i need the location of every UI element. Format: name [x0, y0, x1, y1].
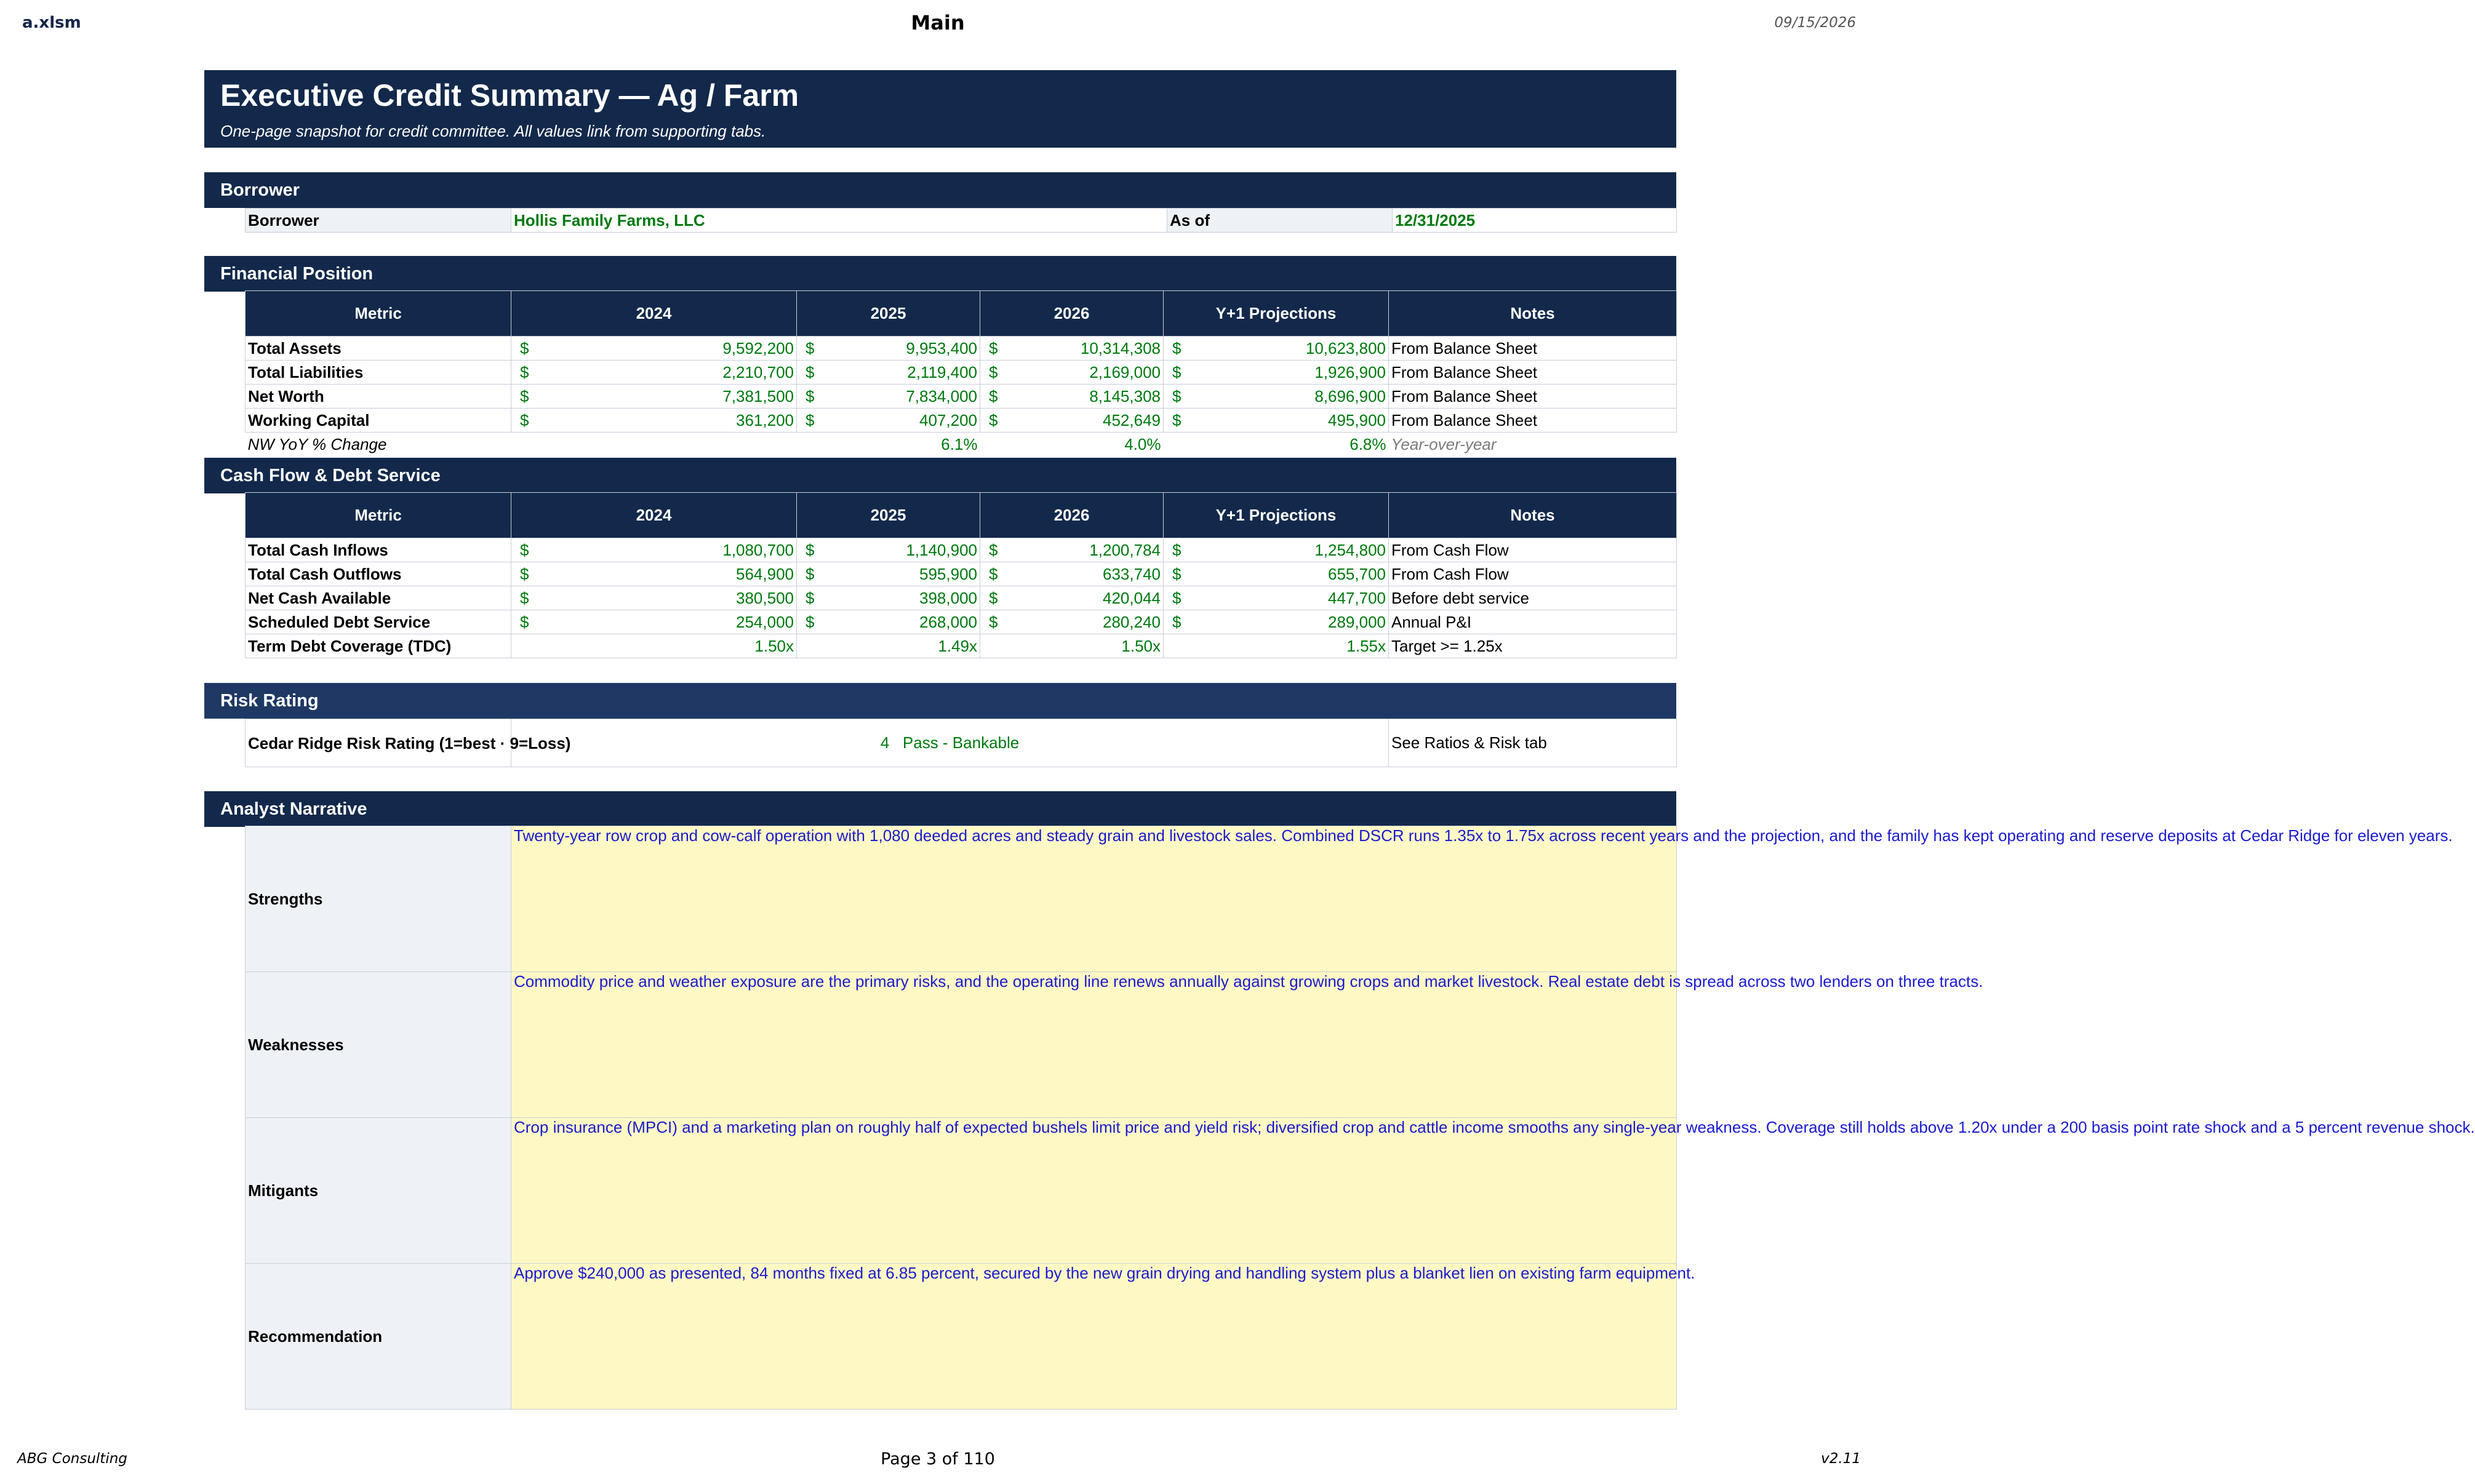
section-borrower: Borrower: [204, 172, 1676, 208]
ratio-cell[interactable]: 1.55x: [1164, 634, 1389, 658]
note-cell: From Cash Flow: [1389, 538, 1677, 562]
value-cell[interactable]: $ 254,000: [511, 610, 797, 634]
col-header: Notes: [1389, 493, 1677, 538]
metric-label: Total Assets: [246, 337, 511, 361]
value-cell[interactable]: $ 7,381,500: [511, 385, 797, 409]
borrower-label: Borrower: [246, 209, 511, 233]
metric-label: Net Cash Available: [246, 586, 511, 610]
value-cell[interactable]: $ 268,000: [797, 610, 980, 634]
value-cell[interactable]: $ 452,649: [980, 409, 1164, 433]
col-header: 2025: [797, 291, 980, 337]
value-cell[interactable]: $ 10,314,308: [980, 337, 1164, 361]
risk-table: [245, 719, 1677, 767]
value-cell[interactable]: $ 420,044: [980, 586, 1164, 610]
section-cash-flow: Cash Flow & Debt Service: [204, 458, 1676, 493]
note-cell: Before debt service: [1389, 586, 1677, 610]
financial-header-row: [246, 291, 1677, 337]
table-row: [246, 562, 1677, 586]
col-header: 2024: [511, 291, 797, 337]
as-of-date[interactable]: 12/31/2025: [1393, 209, 1677, 233]
narrative-text[interactable]: Twenty-year row crop and cow-calf operation with 1,080 deeded acres and steady grain and livestock sales. Combined DSCR runs 1.35x to 1.75x across recent years and the projection, and the family has kept operating and reserve deposits at Cedar Ridge for eleven years.: [511, 826, 1677, 972]
narrative-row: [246, 1118, 1677, 1264]
value-cell[interactable]: $ 655,700: [1164, 562, 1389, 586]
borrower-name[interactable]: Hollis Family Farms, LLC: [511, 209, 1167, 233]
note-cell: From Balance Sheet: [1389, 385, 1677, 409]
version-label: v2.11: [1821, 1451, 1861, 1467]
table-row: [246, 385, 1677, 409]
pct-cell[interactable]: 4.0%: [1124, 434, 1161, 453]
section-financial-position: Financial Position: [204, 256, 1676, 292]
ratio-cell[interactable]: 1.50x: [511, 634, 797, 658]
narrative-row: [246, 1264, 1677, 1410]
metric-label: Total Cash Inflows: [246, 538, 511, 562]
metric-label: Total Liabilities: [246, 361, 511, 385]
value-cell[interactable]: $ 7,834,000: [797, 385, 980, 409]
value-cell[interactable]: $ 1,926,900: [1164, 361, 1389, 385]
table-row: [246, 361, 1677, 385]
narrative-label: Strengths: [246, 826, 511, 972]
value-cell[interactable]: $ 1,080,700: [511, 538, 797, 562]
value-cell[interactable]: $ 280,240: [980, 610, 1164, 634]
narrative-label: Weaknesses: [246, 972, 511, 1118]
table-row: [246, 610, 1677, 634]
value-cell[interactable]: $ 564,900: [511, 562, 797, 586]
table-row: [246, 538, 1677, 562]
narrative-label: Recommendation: [246, 1264, 511, 1410]
section-analyst-narrative: Analyst Narrative: [204, 791, 1676, 827]
narrative-label: Mitigants: [246, 1118, 511, 1264]
value-cell[interactable]: $ 398,000: [797, 586, 980, 610]
pct-cell[interactable]: [511, 433, 797, 457]
note-cell: Target >= 1.25x: [1389, 634, 1677, 658]
sheet-title: Main: [911, 11, 965, 34]
cashflow-header-row: [246, 493, 1677, 538]
metric-label: Term Debt Coverage (TDC): [246, 634, 511, 658]
note-cell: From Balance Sheet: [1389, 361, 1677, 385]
ratio-cell[interactable]: 1.50x: [980, 634, 1164, 658]
as-of-label: As of: [1167, 209, 1393, 233]
metric-label: Scheduled Debt Service: [246, 610, 511, 634]
yoy-row: [246, 433, 1677, 457]
section-risk-rating: Risk Rating: [204, 683, 1676, 719]
note-cell: Year-over-year: [1391, 434, 1497, 453]
value-cell[interactable]: $ 495,900: [1164, 409, 1389, 433]
narrative-table: [245, 826, 2475, 1410]
col-header: 2025: [797, 493, 980, 538]
col-header: 2026: [980, 291, 1164, 337]
banner-title: Executive Credit Summary — Ag / Farm: [220, 78, 799, 113]
risk-label: Cedar Ridge Risk Rating (1=best · 9=Loss): [246, 719, 511, 767]
value-cell[interactable]: $ 407,200: [797, 409, 980, 433]
col-header: Notes: [1389, 291, 1677, 337]
note-cell: From Balance Sheet: [1389, 337, 1677, 361]
col-header: Metric: [246, 493, 511, 538]
narrative-text[interactable]: Crop insurance (MPCI) and a marketing plan on roughly half of expected bushels limit price and yield risk; diversified crop and cattle income smooths any single-year weakness. Coverage still holds above 1.20x under a 200 basis point rate shock and a 5 percent revenue shock.: [511, 1118, 1677, 1264]
value-cell[interactable]: $ 447,700: [1164, 586, 1389, 610]
table-row: [246, 409, 1677, 433]
col-header: 2024: [511, 493, 797, 538]
value-cell[interactable]: $ 9,953,400: [797, 337, 980, 361]
metric-label: Working Capital: [246, 409, 511, 433]
narrative-text[interactable]: Commodity price and weather exposure are the primary risks, and the operating line renews annually against growing crops and market livestock. Real estate debt is spread across two lenders on three tracts.: [511, 972, 1677, 1118]
value-cell[interactable]: $ 8,145,308: [980, 385, 1164, 409]
metric-label: Net Worth: [246, 385, 511, 409]
value-cell[interactable]: $ 9,592,200: [511, 337, 797, 361]
cashflow-table: [245, 492, 1677, 658]
value-cell[interactable]: $ 595,900: [797, 562, 980, 586]
note-cell: From Balance Sheet: [1389, 409, 1677, 433]
value-cell[interactable]: $ 1,254,800: [1164, 538, 1389, 562]
risk-value[interactable]: 4 Pass - Bankable: [511, 719, 1389, 767]
pct-cell[interactable]: 6.8%: [1349, 434, 1386, 453]
note-cell: From Cash Flow: [1389, 562, 1677, 586]
pct-cell[interactable]: 6.1%: [941, 434, 978, 453]
file-name: a.xlsm: [22, 14, 81, 32]
value-cell[interactable]: $ 1,140,900: [797, 538, 980, 562]
narrative-text[interactable]: Approve $240,000 as presented, 84 months fixed at 6.85 percent, secured by the new grain drying and handling system plus a blanket lien on existing farm equipment.: [511, 1264, 1677, 1410]
narrative-row: [246, 972, 1677, 1118]
value-cell[interactable]: $ 361,200: [511, 409, 797, 433]
col-header: Y+1 Projections: [1164, 291, 1389, 337]
col-header: Metric: [246, 291, 511, 337]
col-header: 2026: [980, 493, 1164, 538]
print-date: 09/15/2026: [1774, 15, 1856, 31]
value-cell[interactable]: $ 380,500: [511, 586, 797, 610]
page-number: Page 3 of 110: [881, 1450, 995, 1469]
metric-label: Total Cash Outflows: [246, 562, 511, 586]
risk-row: [246, 719, 1677, 767]
table-row: [246, 337, 1677, 361]
footer-company: ABG Consulting: [17, 1451, 127, 1467]
metric-label: NW YoY % Change: [247, 434, 387, 453]
table-row: [246, 586, 1677, 610]
value-cell[interactable]: $ 633,740: [980, 562, 1164, 586]
borrower-table: [245, 208, 1677, 233]
value-cell[interactable]: $ 2,119,400: [797, 361, 980, 385]
value-cell[interactable]: $ 2,169,000: [980, 361, 1164, 385]
value-cell[interactable]: $ 8,696,900: [1164, 385, 1389, 409]
tdc-row: [246, 634, 1677, 658]
borrower-row: [246, 209, 1677, 233]
summary-banner: [204, 70, 1676, 148]
banner-subtitle: One-page snapshot for credit committee. All values link from supporting tabs.: [220, 122, 766, 140]
ratio-cell[interactable]: 1.49x: [797, 634, 980, 658]
value-cell[interactable]: $ 1,200,784: [980, 538, 1164, 562]
narrative-row: [246, 826, 1677, 972]
note-cell: Annual P&I: [1389, 610, 1677, 634]
value-cell[interactable]: $ 289,000: [1164, 610, 1389, 634]
financial-table: [245, 290, 1677, 457]
risk-note: See Ratios & Risk tab: [1389, 719, 1677, 767]
col-header: Y+1 Projections: [1164, 493, 1389, 538]
value-cell[interactable]: $ 10,623,800: [1164, 337, 1389, 361]
value-cell[interactable]: $ 2,210,700: [511, 361, 797, 385]
